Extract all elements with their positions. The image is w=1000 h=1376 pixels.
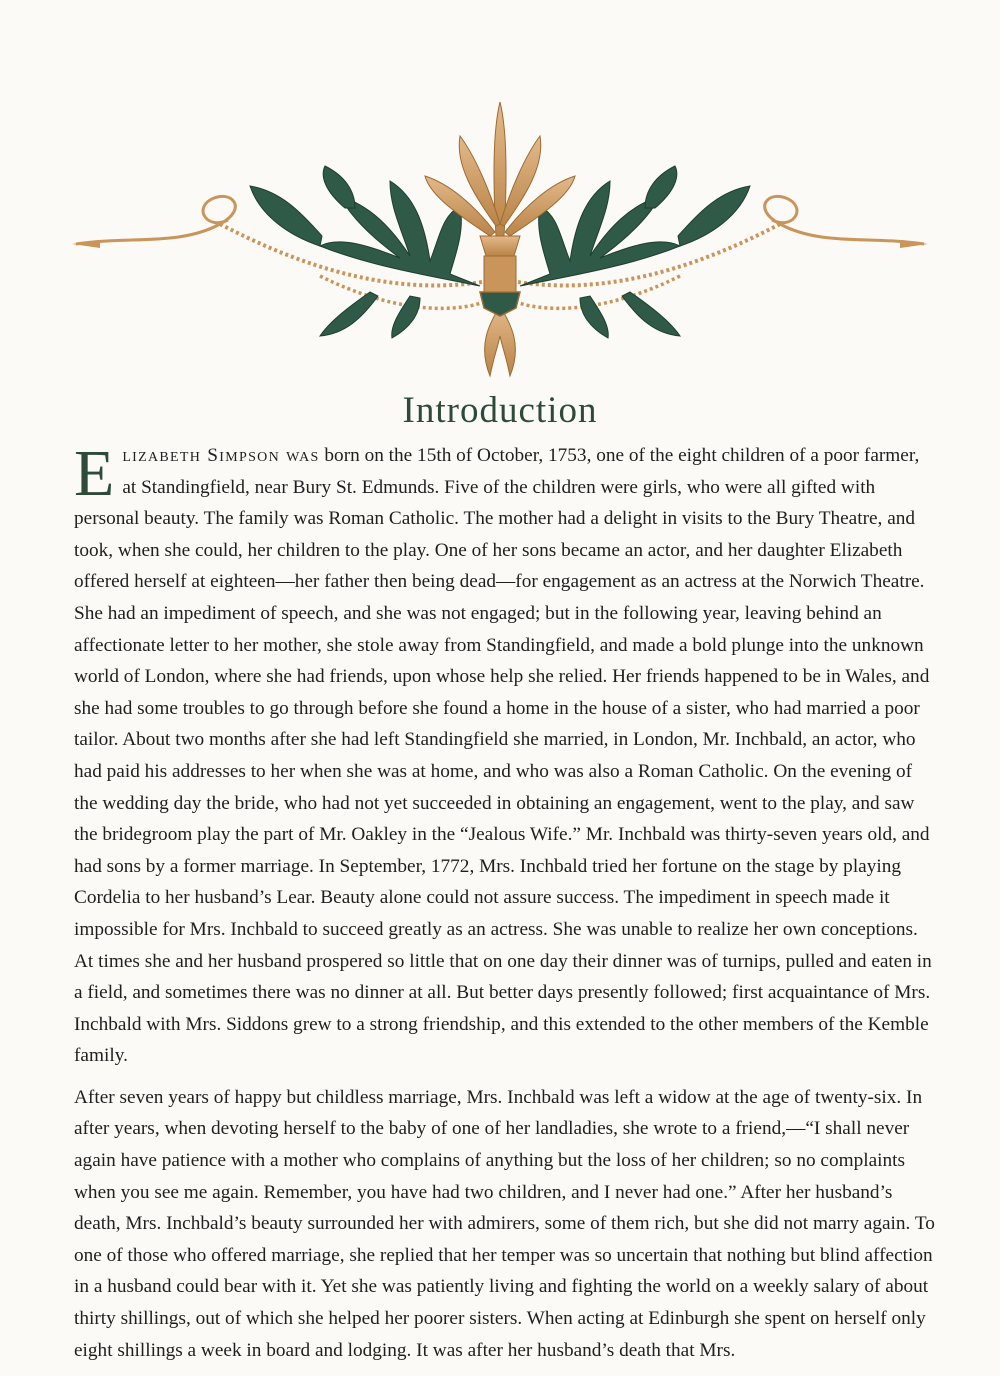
lead-in-small-caps: lizabeth Simpson was <box>122 445 320 466</box>
paragraph-text: born on the 15th of October, 1753, one of the eight children of a poor farmer, at Standingfield, near Bury St. Edmunds. Five of the children were girls, who were all gifted with personal beauty. The family was Roman Catholic. The mother had a delight in visits to the Bury Theatre, and took, when she could, her children to the play. One of her sons became an actor, and her daughter Elizabeth offered herself at eighteen—her father then being dead—for engagement as an actress at the Norwich Theatre. She had an impediment of speech, and she was not engaged; but in the following year, leaving behind an affectionate letter to her mother, she stole away from Standingfield, and made a bold plunge into the unknown world of London, where she had friends, upon whose help she relied. Her friends happened to be in Wales, and she had some troubles to go through before she found a home in the house of a sister, who had married a poor tailor. About two months after she had left Standingfield she married, in London, Mr. Inchbald, an actor, who had paid his addresses to her when she was at home, and who was also a Roman Catholic. On the evening of the wedding day the bride, who had not yet succeeded in obtaining an engagement, went to the play, and saw the bridegroom play the part of Mr. Oakley in the “Jealous Wife.” Mr. Inchbald was thirty-seven years old, and had sons by a former marriage. In September, 1772, Mrs. Inchbald tried her fortune on the stage by playing Cordelia to her husband’s Lear. Beauty alone could not assure success. The impediment in speech made it impossible for Mrs. Inchbald to succeed greatly as an actress. She was unable to realize her own conceptions. At times she and her husband prospered so little that on one day their dinner was of turnips, pulled and eaten in a field, and sometimes there was no dinner at all. But better days presently followed; first acquaintance of Mrs. Inchbald with Mrs. Siddons grew to a strong friendship, and this extended to the other members of the Kemble family. <box>74 445 932 1067</box>
paragraph <box>74 1082 936 1366</box>
page-title: Introduction <box>402 390 598 431</box>
floral-scroll-ornament-icon <box>70 96 930 388</box>
paragraph <box>74 437 936 1072</box>
paragraph-text: After seven years of happy but childless marriage, Mrs. Inchbald was left a widow at the age of twenty-six. In after years, when devoting herself to the baby of one of her landladies, she wrote to a friend,—“I shall never again have patience with a mother who complains of anything but the loss of her children; so no complaints when you see me again. Remember, you have had two children, and I never had one.” After her husband’s death, Mrs. Inchbald’s beauty surrounded her with admirers, some of them rich, but she did not marry again. To one of those who offered marriage, she replied that her temper was so uncertain that nothing but blind affection in a husband could bear with it. Yet she was patiently living and fighting the world on a weekly salary of about thirty shillings, out of which she helped her poorer sisters. When acting at Edinburgh she spent on herself only eight shillings a week in board and lodging. It was after her husband’s death that Mrs. <box>74 1086 935 1361</box>
drop-cap: E <box>74 437 115 510</box>
document-body <box>74 437 936 1376</box>
